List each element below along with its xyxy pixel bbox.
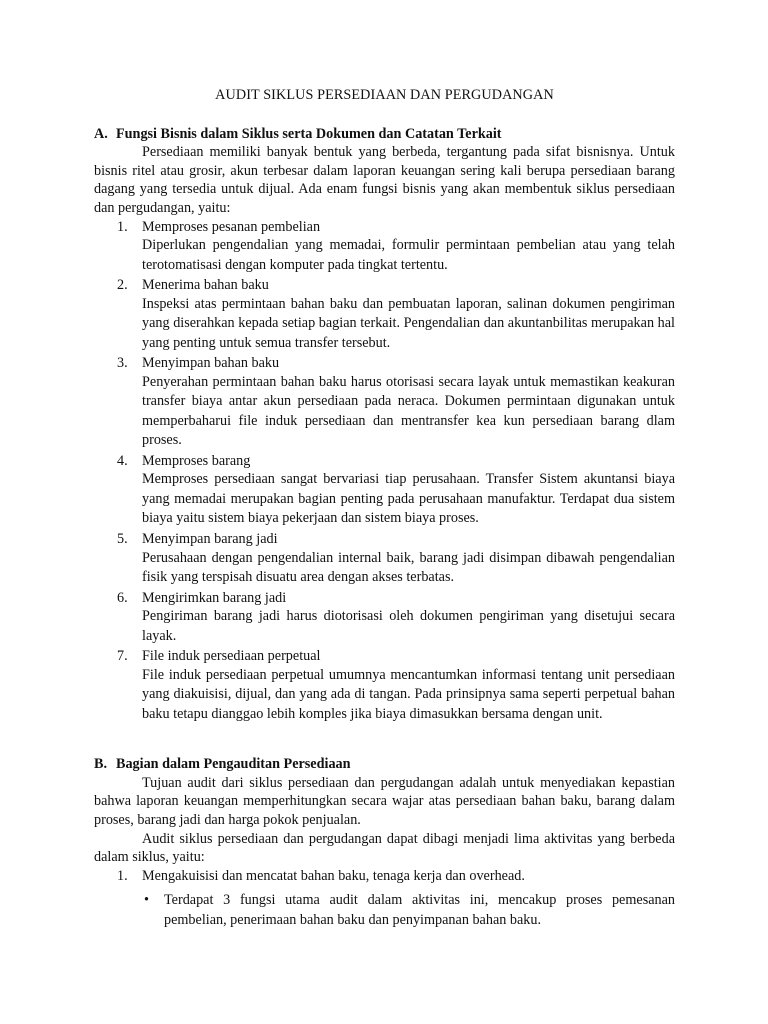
list-item [94,276,675,353]
section-a-letter: A. [94,125,108,142]
item-title: Memproses barang [142,452,251,469]
section-b-paragraph-1: Tujuan audit dari siklus persediaan dan pergudangan adalah untuk menyediakan kepastian bahwa laporan keuangan memperhitungkan secara wajar atas persediaan bahan baku, barang dalam proses, barang jadi dan harga pokok penjualan. [94,774,675,828]
section-b-title: Bagian dalam Pengauditan Persediaan [116,756,351,773]
item-number: 6. [117,589,128,606]
item-description: Penyerahan permintaan bahan baku harus otorisasi secara layak untuk memastikan keakuran transfer biaya antar akun persediaan pada neraca. Dokumen permintaan digunakan untuk memperbaharui file induk persediaan dan mentransfer kea kun persediaan barang dlam proses. [142,373,675,449]
item-title: Menyimpan bahan baku [142,355,280,372]
item-title: Mengirimkan barang jadi [142,589,287,606]
bullet-text: Terdapat 3 fungsi utama audit dalam aktivitas ini, mencakup proses pemesanan pembelian, penerimaan bahan baku dan penyimpanan bahan baku. [164,892,675,929]
list-item [94,452,675,529]
item-number: 1. [117,867,128,884]
section-a-heading [94,125,675,144]
document-title: AUDIT SIKLUS PERSEDIAAN DAN PERGUDANGAN [215,87,554,103]
item-number: 7. [117,648,128,665]
item-title: Menyimpan barang jadi [142,530,278,547]
section-b-paragraph-2: Audit siklus persediaan dan pergudangan dapat dibagi menjadi lima aktivitas yang berbeda dalam siklus, yaitu: [94,830,675,866]
bullet-icon: • [144,892,149,909]
bullet-list [142,890,675,930]
section-a-title: Fungsi Bisnis dalam Siklus serta Dokumen dan Catatan Terkait [116,125,502,142]
item-description: Pengiriman barang jadi harus diotorisasi oleh dokumen pengiriman yang disetujui secara layak. [142,608,675,644]
item-number: 2. [117,277,128,294]
item-number: 5. [117,530,128,547]
item-description: Memproses persediaan sangat bervariasi tiap perusahaan. Transfer Sistem akuntansi biaya yang memadai merupakan bagian penting pada perusahaan manufaktur. Terdapat dua sistem biaya yaitu sistem biaya pekerjaan dan sistem biaya proses. [142,471,675,527]
section-b-list [94,867,675,931]
section-a-list [94,218,675,725]
document-page [94,86,675,931]
item-description: Diperlukan pengendalian yang memadai, formulir permintaan pembelian atau yang telah terotomatisasi dengan komputer pada tingkat tertentu. [142,237,675,273]
list-item [94,647,675,724]
item-title: Menerima bahan baku [142,277,269,294]
item-description: Perusahaan dengan pengendalian internal baik, barang jadi disimpan dibawah pengendalian fisik yang terspisah disuatu area dengan akses terbatas. [142,549,675,586]
list-item [94,354,675,451]
item-number: 3. [117,355,128,372]
list-item [94,867,675,931]
section-b-letter: B. [94,756,108,773]
item-title: Mengakuisisi dan mencatat bahan baku, tenaga kerja dan overhead. [142,867,525,884]
item-number: 1. [117,218,128,235]
item-title: File induk persediaan perpetual [142,648,321,665]
section-a-intro: Persediaan memiliki banyak bentuk yang berbeda, tergantung pada sifat bisnisnya. Untuk bisnis ritel atau grosir, akun terbesar dalam laporan keuangan sering kali berupa persediaan barang dagang yang tersedia untuk dijual. Ada enam fungsi bisnis yang akan membentuk siklus persediaan dan pergudangan, yaitu: [94,144,675,216]
item-number: 4. [117,452,128,469]
item-description: File induk persediaan perpetual umumnya mencantumkan informasi tentang unit persediaan yang diakuisisi, dijual, dan yang ada di tangan. Pada prinsipnya sama seperti perpetual bahan baku tetapu dianggao lebih komples jika biaya dimasukkan bersama dengan unit. [142,666,675,722]
bullet-item [142,890,675,930]
section-b-heading [94,755,675,774]
section-spacer [94,725,675,755]
list-item [94,218,675,276]
item-title: Memproses pesanan pembelian [142,218,321,235]
list-item [94,530,675,588]
item-description: Inspeksi atas permintaan bahan baku dan pembuatan laporan, salinan dokumen pengiriman yang diserahkan kepada setiap bagian terkait. Pengendalian dan akuntanbilitas merupakan hal yang penting untuk semua transfer tersebut. [142,295,675,351]
list-item [94,589,675,647]
